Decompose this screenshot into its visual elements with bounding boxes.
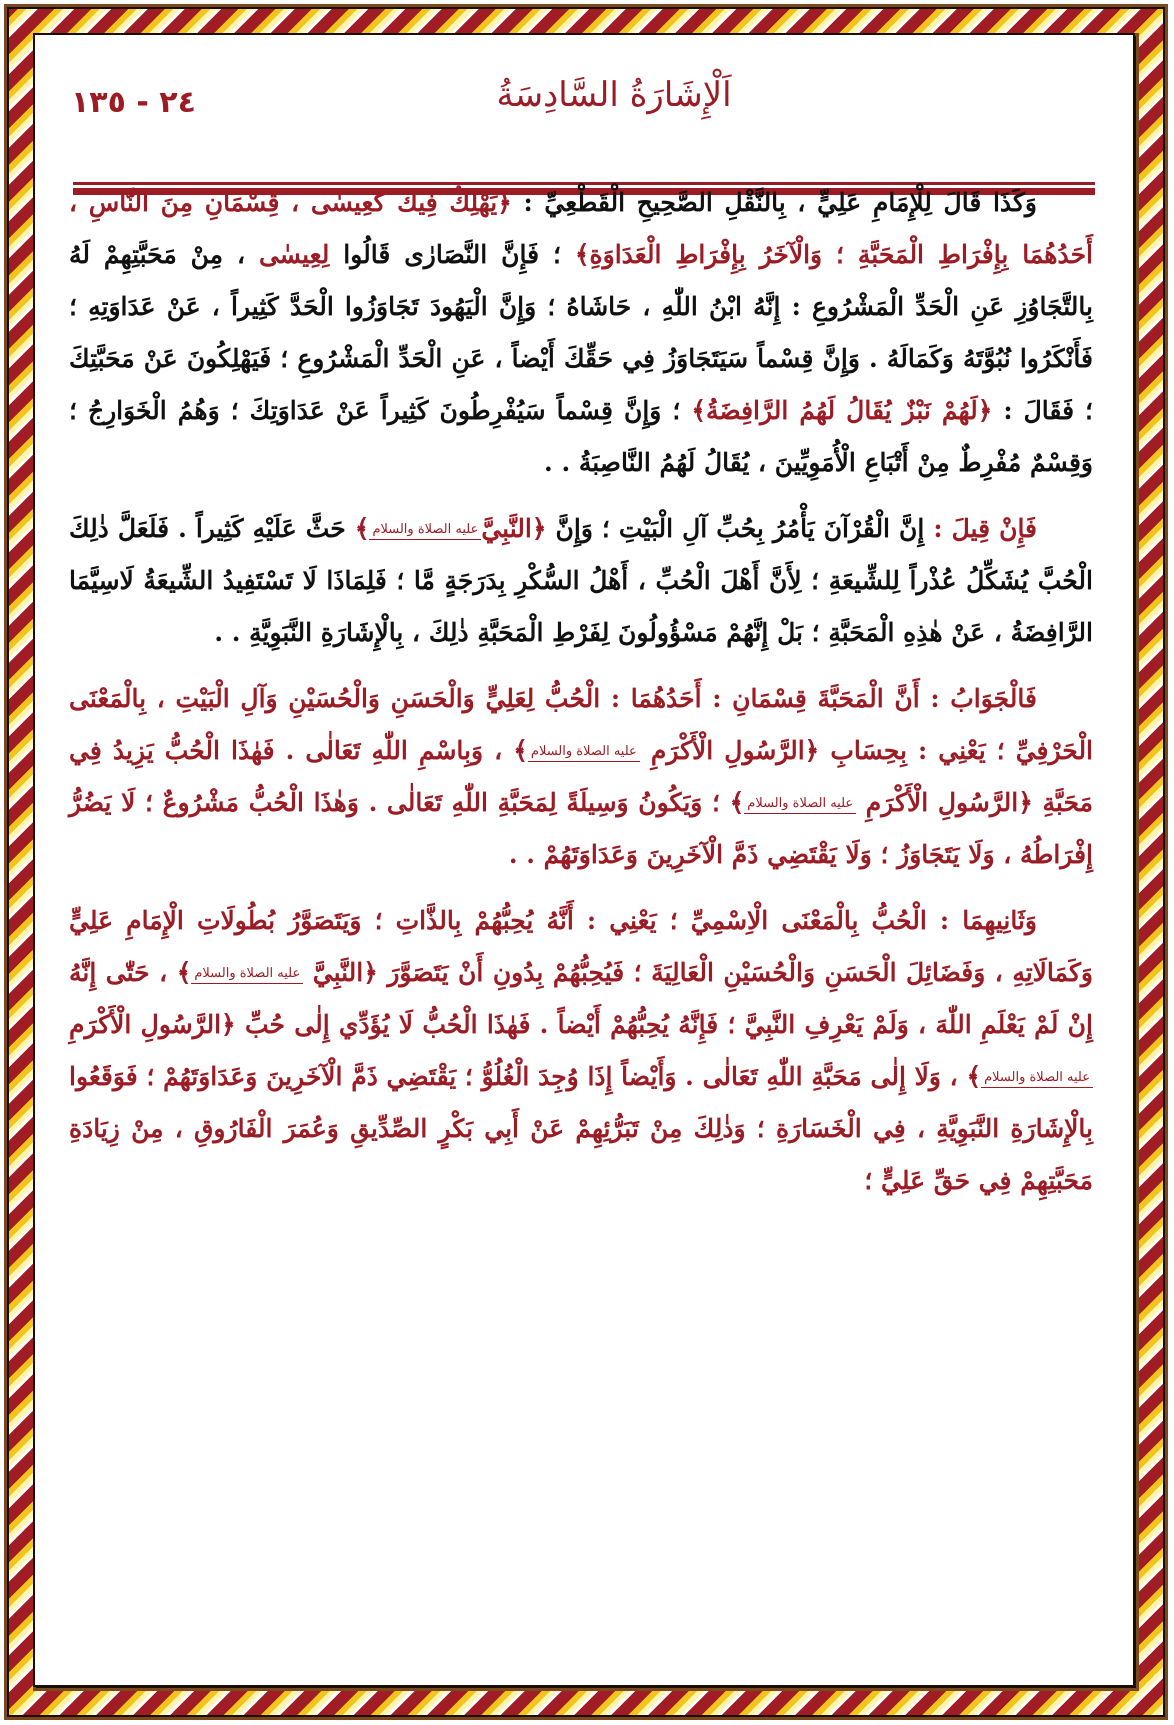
salawat-glyph: عليه الصلاة والسلام	[744, 795, 856, 814]
text-run: ؛ وَإِنَّ قِسْماً سَيُفْرِطُونَ كَثِيراً عَنْ عَدَاوَتِكَ ؛ وَهُمُ الْخَوَارِجُ ؛ وَقِسْمٌ مُفْرِطٌ مِنْ أَتْبَاعِ الْأُمَوِيِّينَ ، يُقَالُ لَهُمُ النَّاصِبَةُ . .	[69, 396, 1093, 477]
text-run: إِنَّ الْقُرْآنَ يَأْمُرُ بِحُبِّ آلِ الْبَيْتِ ؛ وَإِنَّ	[546, 514, 934, 543]
salawat-glyph: عليه الصلاة والسلام	[369, 521, 481, 540]
paragraph-3	[69, 673, 1093, 881]
text-run: ؛ فَإِنَّ النَّصَارٰى قَالُوا	[329, 240, 575, 269]
body-text	[69, 177, 1093, 1221]
ornate-bracket: ﴿	[497, 188, 512, 217]
text-run: لِعِيسٰى	[258, 240, 330, 269]
text-run: وَثَانِيهِمَا : الْحُبُّ بِالْمَعْنَى الْاِسْمِيِّ ؛ يَعْنِي : أَنَّهُ يُحِبُّهُمْ بِالذَّاتِ ؛ وَيَتَصَوَّرُ بُطُولَاتِ الْإِمَامِ عَلِيٍّ وَكَمَالَاتِهِ ، وَفَضَائِلَ الْحَسَنِ وَالْحُسَيْنِ الْعَالِيَةَ ؛ فَيُحِبُّهُمْ بِدُونِ أَنْ يَتَصَوَّرَ ﴿النَّبِيَّ	[69, 906, 1093, 987]
text-run: ﴾ ، وَلَا إِلٰى مَحَبَّةِ اللّٰهِ تَعَالٰى . وَأَيْضاً إِذَا وُجِدَ الْغُلُوُّ ؛ يَقْتَضِي ذَمَّ الْآخَرِينَ وَعَدَاوَتَهُمْ ؛ فَوَقَعُوا بِالْإِشَارَةِ النَّبَوِيَّةِ ، فِي الْخَسَارَةِ ؛ وَذٰلِكَ مِنْ تَبَرُّئِهِمْ عَنْ أَبِي بَكْرٍ الصِّدِّيقِ وَعُمَرَ الْفَارُوقِ ، مِنْ زِيَادَةِ مَحَبَّتِهِمْ فِي حَقِّ عَلِيٍّ ؛	[69, 1062, 1093, 1195]
text-run: وَكَذَا قَالَ لِلْإِمَامِ عَلِيٍّ ، بِالنَّقْلِ الصَّحِيحِ الْقَطْعِيِّ :	[511, 188, 1037, 217]
text-run: ﴾ ، حَتّٰى إِنَّهُ إِنْ لَمْ يَعْلَمِ اللّٰهَ ، وَلَمْ يَعْرِفِ النَّبِيَّ ؛ فَإِنَّهُ يُحِبُّهُمْ أَيْضاً . فَهٰذَا الْحُبُّ لَا يُؤَدِّي إِلٰى حُبِّ ﴿الرَّسُولِ الْأَكْرَمِ	[69, 958, 1093, 1039]
text-run: فَالْجَوَابُ : أَنَّ الْمَحَبَّةَ قِسْمَانِ : أَحَدُهُمَا : الْحُبُّ لِعَلِيٍّ وَالْحَسَنِ وَالْحُسَيْنِ وَآلِ الْبَيْتِ ، بِالْمَعْنَى الْحَرْفِيِّ ؛ يَعْنِي : بِحِسَابِ ﴿الرَّسُولِ الْأَكْرَمِ	[69, 684, 1094, 765]
ornate-bracket: ﴿	[531, 514, 547, 543]
salawat-glyph: عليه الصلاة والسلام	[981, 1069, 1093, 1088]
ornate-bracket: ﴾	[574, 240, 590, 269]
page	[33, 33, 1135, 1687]
paragraph-1	[69, 177, 1093, 489]
text-run: ﴾ ، وَبِاسْمِ اللّٰهِ تَعَالٰى . فَهٰذَا الْحُبُّ يَزِيدُ فِي مَحَبَّةِ ﴿الرَّسُولِ الْأَكْرَمِ	[69, 736, 1093, 817]
text-run: النَّبِيَّ	[481, 514, 532, 543]
paragraph-2	[69, 503, 1093, 659]
ornate-bracket: ﴿	[977, 396, 993, 425]
salawat-glyph: عليه الصلاة والسلام	[191, 965, 303, 984]
paragraph-4	[69, 895, 1093, 1207]
text-run: لَهُمْ نَبْزٌ يُقَالُ لَهُمُ الرَّافِضَةُ	[706, 396, 978, 425]
salawat-glyph: عليه الصلاة والسلام	[528, 743, 640, 762]
page-header	[35, 67, 1133, 147]
page-number: ٢٤ - ١٣٥	[71, 85, 196, 120]
text-run: حَثَّ عَلَيْهِ كَثِيراً . فَلَعَلَّ ذٰلِكَ الْحُبَّ يُشَكِّلُ عُذْراً لِلشِّيعَةِ ؛ لِأَنَّ أَهْلَ الْحُبِّ ، أَهْلُ السُّكْرِ بِدَرَجَةٍ مَّا ؛ فَلِمَاذَا لَا تَسْتَفِيدُ الشِّيعَةُ لَاسِيَّمَا الرَّافِضَةُ ، عَنْ هٰذِهِ الْمَحَبَّةِ ؛ بَلْ إِنَّهُمْ مَسْؤُولُونَ لِفَرْطِ الْمَحَبَّةِ ذٰلِكَ ، بِالْإِشَارَةِ النَّبَوِيَّةِ . .	[69, 514, 1093, 647]
ornate-bracket: ﴾	[354, 514, 370, 543]
ornate-bracket: ﴾	[691, 396, 707, 425]
chapter-title: اَلْإِشَارَةُ السَّادِسَةُ	[496, 75, 732, 115]
text-run: ﴾ ؛ وَيَكُونُ وَسِيلَةً لِمَحَبَّةِ اللّٰهِ تَعَالٰى . وَهٰذَا الْحُبُّ مَشْرُوعٌ ؛ لَا يَضُرُّ إِفْرَاطُهُ ، وَلَا يَتَجَاوَزُ ؛ وَلَا يَقْتَضِي ذَمَّ الْآخَرِينَ وَعَدَاوَتَهُمْ . .	[69, 788, 1093, 869]
text-run: ، مِنْ مَحَبَّتِهِمْ لَهُ بِالتَّجَاوُزِ عَنِ الْحَدِّ الْمَشْرُوعِ : إِنَّهُ ابْنُ اللّٰهِ ، حَاشَاهُ ؛ وَإِنَّ الْيَهُودَ تَجَاوَزُوا الْحَدَّ كَثِيراً ، عَنْ عَدَاوَتِهِ ؛ فَأَنْكَرُوا نُبُوَّتَهُ وَكَمَالَهُ . وَإِنَّ قِسْماً سَيَتَجَاوَزُ فِي حَقِّكَ أَيْضاً ، عَنِ الْحَدِّ الْمَشْرُوعِ ؛ فَيَهْلِكُونَ عَنْ مَحَبَّتِكَ ؛ فَقَالَ :	[69, 240, 1093, 425]
text-run: فَإِنْ قِيلَ :	[933, 514, 1038, 543]
text-run: يَهْلِكُ فِيكَ كَعِيسٰى ، قِسْمَانِ مِنَ النَّاسِ ، أَحَدُهُمَا بِإِفْرَاطِ الْمَحَبَّةِ ؛ وَالْآخَرُ بِإِفْرَاطِ الْعَدَاوَةِ	[69, 188, 1093, 269]
